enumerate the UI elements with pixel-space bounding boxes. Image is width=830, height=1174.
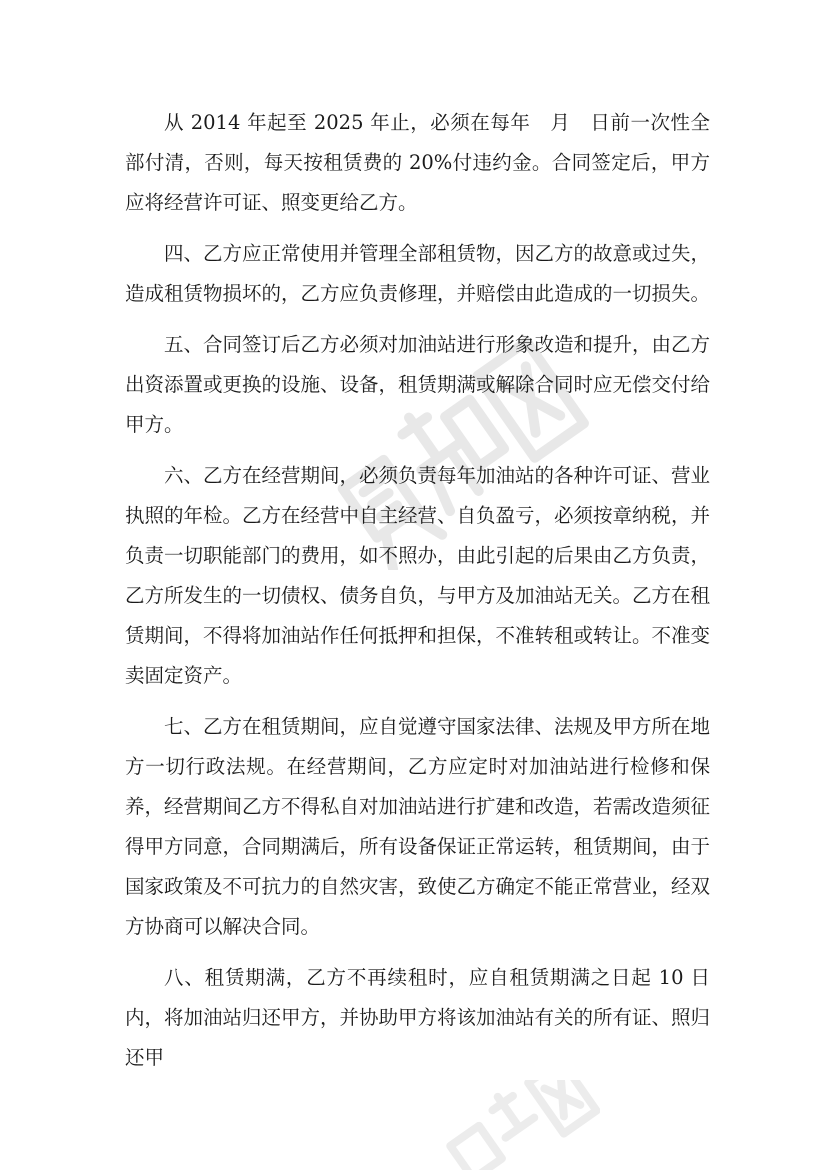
paragraph-clause-7: 七、乙方在租赁期间，应自觉遵守国家法律、法规及甲方所在地方一切行政法规。在经营期间，乙方应定时对加油站进行检修和保养，经营期间乙方不得私自对加油站进行扩建和改造，若需改造须征得甲方同意，合同期满后，所有设备保证正常运转，租赁期间，由于国家政策及不可抗力的自然灾害，致使乙方确定不能正常营业，经双方协商可以解决合同。: [125, 715, 711, 938]
paragraph-payment-terms: 从 2014 年起至 2025 年止，必须在每年 月 日前一次性全部付清，否则，每天按租赁费的 20%付违约金。合同签定后，甲方应将经营许可证、照变更给乙方。: [125, 111, 710, 214]
paragraph-clause-5: 五、合同签订后乙方必须对加油站进行形象改造和提升，由乙方出资添置或更换的设施、设备，租赁期满或解除合同时应无偿交付给甲方。: [125, 333, 711, 436]
paragraph-clause-6: 六、乙方在经营期间，必须负责每年加油站的各种许可证、营业执照的年检。乙方在经营中自主经营、自负盈亏，必须按章纳税，并负责一切职能部门的费用，如不照办，由此引起的后果由乙方负责，乙方所发生的一切债权、债务自负，与甲方及加油站无关。乙方在租赁期间，不得将加油站作任何抵押和担保，不准转租或转让。不准变卖固定资产。: [125, 464, 711, 687]
paragraph-clause-8: 八、租赁期满，乙方不再续租时，应自租赁期满之日起 10 日内，将加油站归还甲方，并协助甲方将该加油站有关的所有证、照归还甲: [125, 966, 711, 1069]
document-body: [125, 103, 710, 1089]
paragraph-clause-4: 四、乙方应正常使用并管理全部租赁物，因乙方的故意或过失，造成租赁物损坏的，乙方应负责修理，并赔偿由此造成的一切损失。: [125, 242, 711, 305]
watermark-logo-bottom: [430, 1080, 600, 1170]
